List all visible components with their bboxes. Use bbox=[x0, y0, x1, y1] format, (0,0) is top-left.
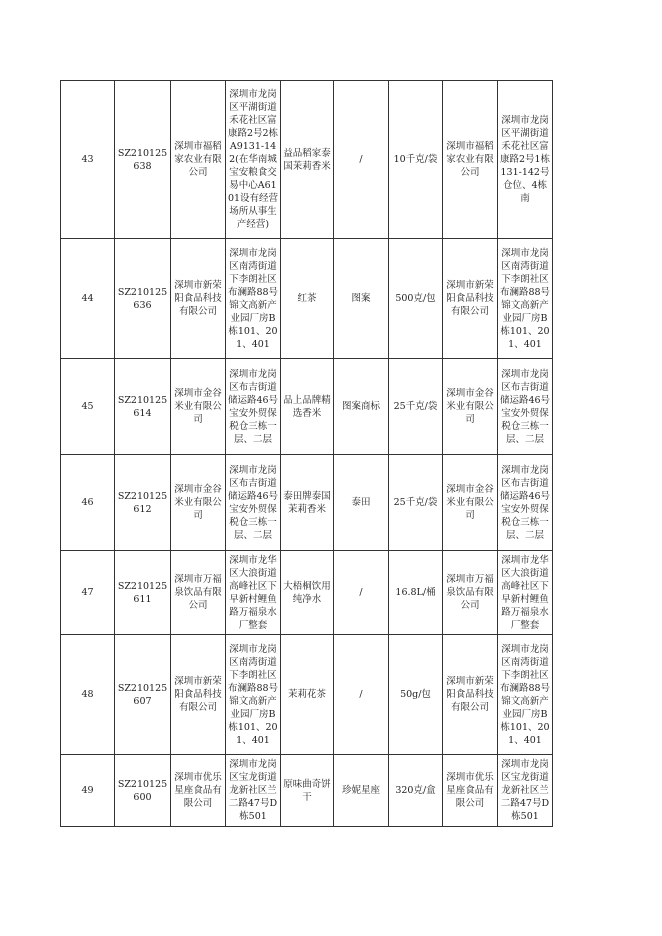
table-row bbox=[61, 635, 553, 755]
cell-spec: 50g/包 bbox=[389, 635, 443, 755]
cell-code: SZ210125607 bbox=[115, 635, 171, 755]
cell-code: SZ210125638 bbox=[115, 81, 171, 239]
cell-no: 46 bbox=[61, 455, 115, 551]
table-row bbox=[61, 551, 553, 635]
table-row bbox=[61, 755, 553, 827]
cell-producer: 深圳市优乐星座食品有限公司 bbox=[443, 755, 498, 827]
cell-code: SZ210125600 bbox=[115, 755, 171, 827]
data-table bbox=[60, 80, 553, 827]
cell-producer: 深圳市万福泉饮品有限公司 bbox=[443, 551, 498, 635]
cell-producer: 深圳市新荣阳食品科技有限公司 bbox=[443, 635, 498, 755]
cell-spec: 320克/盒 bbox=[389, 755, 443, 827]
cell-company: 深圳市金谷米业有限公司 bbox=[171, 455, 226, 551]
cell-product: 大梧桐饮用纯净水 bbox=[281, 551, 334, 635]
cell-brand: 图案 bbox=[334, 239, 389, 359]
cell-no: 45 bbox=[61, 359, 115, 455]
cell-brand: / bbox=[334, 81, 389, 239]
cell-producer-address: 深圳市龙岗区南湾街道下李朗社区布澜路88号锦文高新产业园厂房B栋101、201、401 bbox=[498, 635, 553, 755]
cell-producer: 深圳市福稻家农业有限公司 bbox=[443, 81, 498, 239]
cell-brand: 图案商标 bbox=[334, 359, 389, 455]
cell-product: 原味曲奇饼干 bbox=[281, 755, 334, 827]
cell-brand: 珍妮星座 bbox=[334, 755, 389, 827]
cell-company: 深圳市金谷米业有限公司 bbox=[171, 359, 226, 455]
cell-address: 深圳市龙华区大浪街道高峰社区下早新村鲤鱼路万福泉水厂整套 bbox=[226, 551, 281, 635]
table-row bbox=[61, 239, 553, 359]
cell-no: 49 bbox=[61, 755, 115, 827]
cell-code: SZ210125614 bbox=[115, 359, 171, 455]
cell-spec: 25千克/袋 bbox=[389, 359, 443, 455]
cell-product: 泰田牌泰国茉莉香米 bbox=[281, 455, 334, 551]
cell-producer-address: 深圳市龙岗区平湖街道禾花社区富康路2号1栋131-142号仓位、4栋南 bbox=[498, 81, 553, 239]
cell-producer-address: 深圳市龙岗区布吉街道储运路46号宝安外贸保税仓三栋一层、二层 bbox=[498, 359, 553, 455]
table-row bbox=[61, 455, 553, 551]
cell-no: 48 bbox=[61, 635, 115, 755]
cell-producer-address: 深圳市龙岗区布吉街道储运路46号宝安外贸保税仓三栋一层、二层 bbox=[498, 455, 553, 551]
cell-address: 深圳市龙岗区布吉街道储运路46号宝安外贸保税仓三栋一层、二层 bbox=[226, 359, 281, 455]
cell-producer: 深圳市金谷米业有限公司 bbox=[443, 359, 498, 455]
cell-address: 深圳市龙岗区宝龙街道龙新社区兰二路47号D栋501 bbox=[226, 755, 281, 827]
cell-spec: 500克/包 bbox=[389, 239, 443, 359]
cell-no: 44 bbox=[61, 239, 115, 359]
cell-company: 深圳市万福泉饮品有限公司 bbox=[171, 551, 226, 635]
cell-brand: / bbox=[334, 551, 389, 635]
cell-code: SZ210125611 bbox=[115, 551, 171, 635]
cell-spec: 16.8L/桶 bbox=[389, 551, 443, 635]
table-row bbox=[61, 81, 553, 239]
cell-producer: 深圳市新荣阳食品科技有限公司 bbox=[443, 239, 498, 359]
cell-producer-address: 深圳市龙岗区南湾街道下李朗社区布澜路88号锦文高新产业园厂房B栋101、201、401 bbox=[498, 239, 553, 359]
cell-address: 深圳市龙岗区平湖街道禾花社区富康路2号2栋A9131-142(在华南城宝安粮食交易中心A6101设有经营场所从事生产经营) bbox=[226, 81, 281, 239]
cell-address: 深圳市龙岗区南湾街道下李朗社区布澜路88号锦文高新产业园厂房B栋101、201、401 bbox=[226, 635, 281, 755]
cell-company: 深圳市新荣阳食品科技有限公司 bbox=[171, 239, 226, 359]
cell-code: SZ210125636 bbox=[115, 239, 171, 359]
cell-no: 43 bbox=[61, 81, 115, 239]
cell-spec: 10千克/袋 bbox=[389, 81, 443, 239]
table-row bbox=[61, 359, 553, 455]
cell-product: 茉莉花茶 bbox=[281, 635, 334, 755]
cell-no: 47 bbox=[61, 551, 115, 635]
cell-company: 深圳市福稻家农业有限公司 bbox=[171, 81, 226, 239]
cell-brand: / bbox=[334, 635, 389, 755]
cell-product: 红茶 bbox=[281, 239, 334, 359]
cell-producer-address: 深圳市龙岗区宝龙街道龙新社区兰二路47号D栋501 bbox=[498, 755, 553, 827]
cell-address: 深圳市龙岗区布吉街道储运路46号宝安外贸保税仓三栋一层、二层 bbox=[226, 455, 281, 551]
cell-company: 深圳市优乐星座食品有限公司 bbox=[171, 755, 226, 827]
cell-code: SZ210125612 bbox=[115, 455, 171, 551]
cell-product: 益品稻家泰国茉莉香米 bbox=[281, 81, 334, 239]
cell-producer: 深圳市金谷米业有限公司 bbox=[443, 455, 498, 551]
cell-producer-address: 深圳市龙华区大浪街道高峰社区下早新村鲤鱼路万福泉水厂整套 bbox=[498, 551, 553, 635]
cell-company: 深圳市新荣阳食品科技有限公司 bbox=[171, 635, 226, 755]
cell-brand: 泰田 bbox=[334, 455, 389, 551]
cell-spec: 25千克/袋 bbox=[389, 455, 443, 551]
cell-product: 品上品牌精选香米 bbox=[281, 359, 334, 455]
cell-address: 深圳市龙岗区南湾街道下李朗社区布澜路88号锦文高新产业园厂房B栋101、201、401 bbox=[226, 239, 281, 359]
